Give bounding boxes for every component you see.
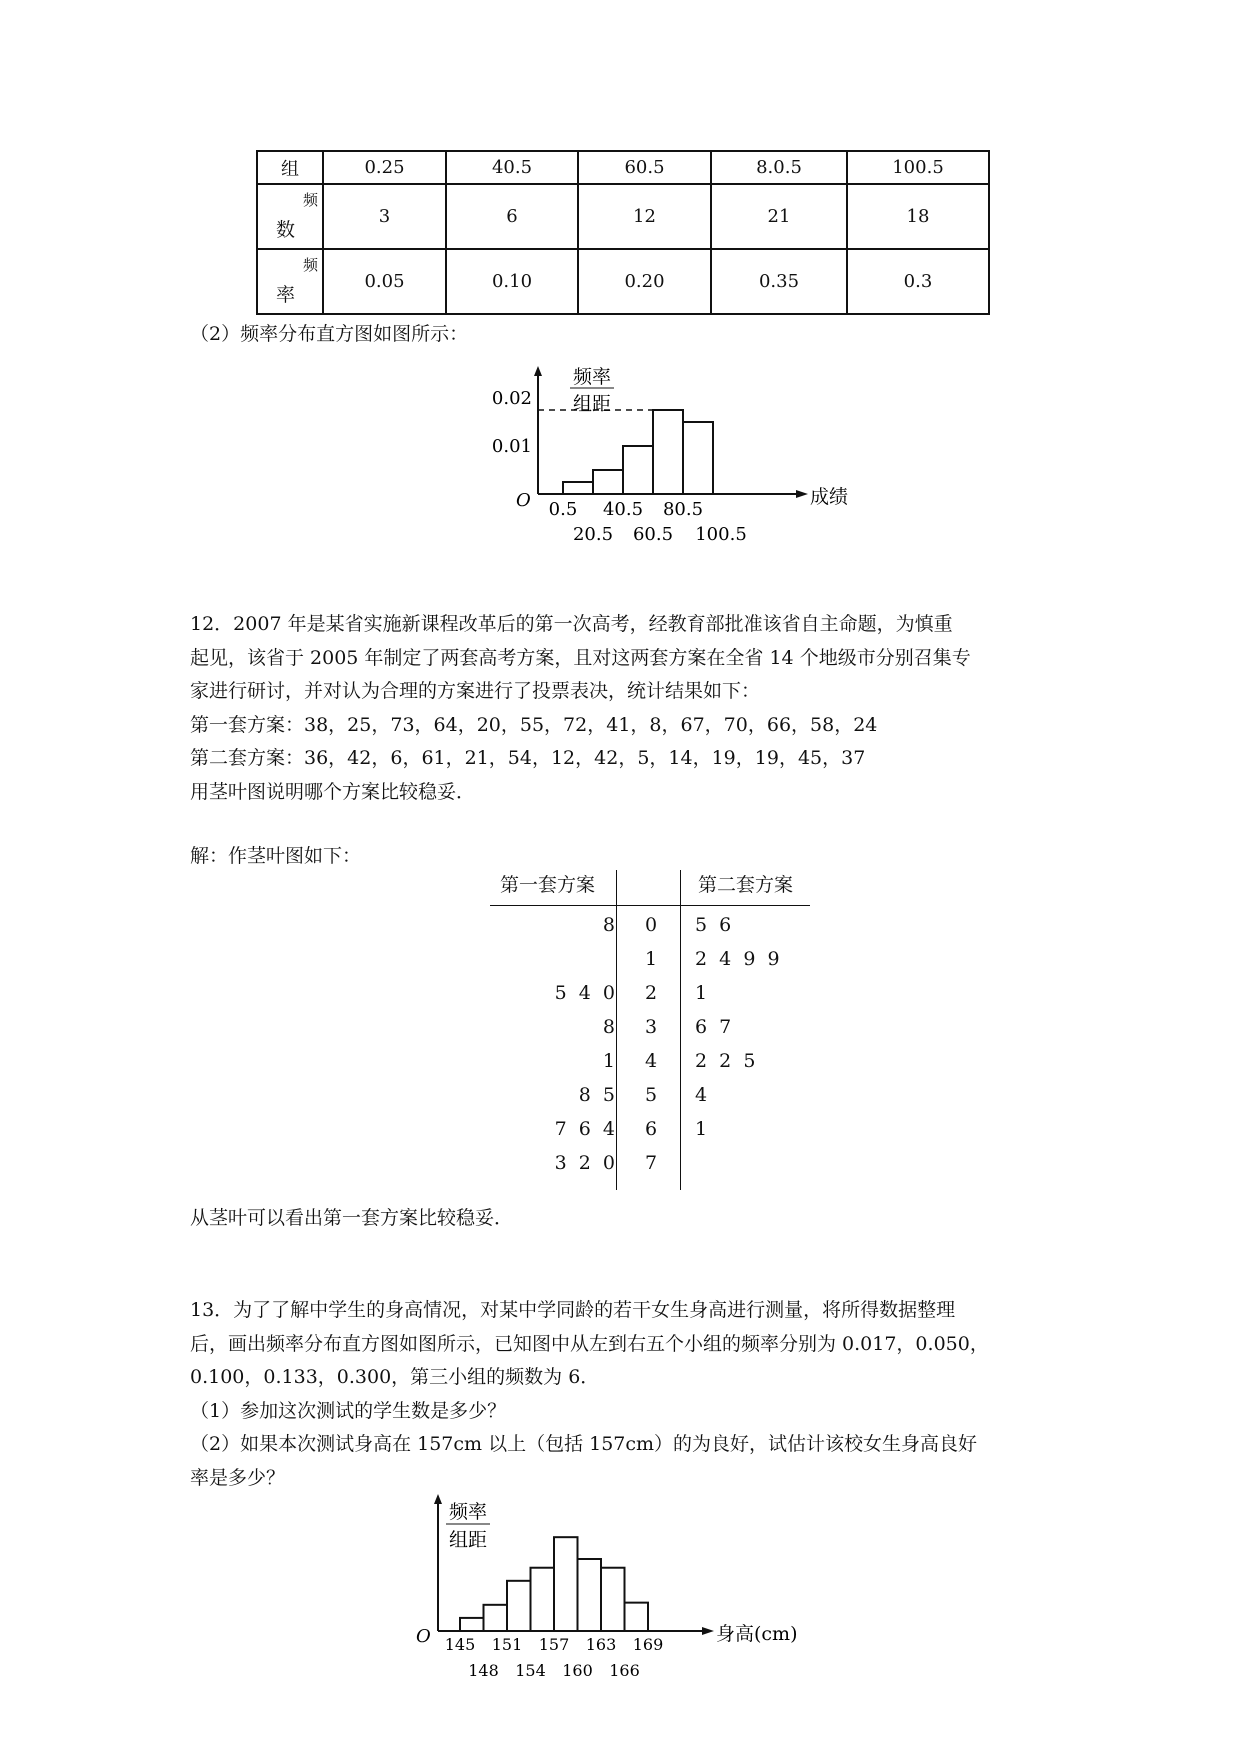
text-line: 13．为了了解中学生的身高情况，对某中学同龄的若干女生身高进行测量，将所得数据整理	[190, 1299, 956, 1321]
table-cell: 0.35	[711, 249, 847, 314]
x-tick-label: 20.5	[572, 524, 614, 545]
histogram-bar	[554, 1537, 578, 1631]
right-leaves: 1	[695, 982, 708, 1004]
frequency-table	[256, 150, 990, 315]
stem-leaf-row	[490, 982, 820, 1016]
table-header-cell: 8.0.5	[711, 151, 847, 184]
table-header-row	[257, 151, 989, 184]
x-tick-label: 160	[562, 1661, 593, 1680]
origin-label: O	[516, 490, 531, 511]
x-tick-label: 40.5	[602, 499, 644, 520]
x-label: 身高(cm)	[716, 1623, 798, 1645]
stem-value: 0	[644, 914, 658, 936]
header-rule	[490, 905, 810, 906]
y-label-top: 频率	[572, 366, 612, 388]
text-line: （1）参加这次测试的学生数是多少？	[190, 1399, 507, 1422]
table-header-cell: 100.5	[847, 151, 989, 184]
right-leaves: 1	[695, 1118, 708, 1140]
stem-leaf-row	[490, 948, 820, 982]
right-header: 第二套方案	[698, 874, 794, 896]
text-line: 率是多少？	[190, 1466, 286, 1489]
text-line: 起见，该省于 2005 年制定了两套高考方案，且对这两套方案在全省 14 个地级市分别召集专	[190, 646, 971, 669]
y-label-top: 频率	[448, 1501, 488, 1523]
stem-value: 7	[644, 1152, 658, 1174]
stem-value: 2	[644, 982, 658, 1004]
stem-leaf-row	[490, 1050, 820, 1084]
table-header-cell: 40.5	[446, 151, 578, 184]
text-line: 12．2007 年是某省实施新课程改革后的第一次高考，经教育部批准该省自主命题，为慎重	[190, 613, 953, 635]
histogram-bar	[484, 1605, 508, 1631]
question-12	[190, 608, 1060, 809]
histogram-bar	[578, 1559, 602, 1631]
bars	[460, 1537, 648, 1631]
left-leaves: 8	[602, 914, 615, 936]
stem-leaf-row	[490, 1152, 820, 1186]
table-header-cell: 0.25	[323, 151, 446, 184]
stem-value: 1	[644, 948, 658, 970]
stem-value: 6	[644, 1118, 658, 1140]
x-tick-label: 100.5	[695, 524, 747, 545]
stem-leaf-row	[490, 1016, 820, 1050]
row-label	[257, 249, 323, 314]
histogram-bar	[653, 410, 683, 494]
left-header: 第一套方案	[500, 874, 596, 896]
x-tick-label: 169	[632, 1635, 664, 1654]
origin-label: O	[416, 1626, 431, 1647]
right-leaves: 6 7	[695, 1016, 732, 1038]
row-label-char: 频	[302, 191, 318, 209]
histogram-bar	[563, 482, 593, 494]
stem-leaf-row	[490, 1084, 820, 1118]
x-tick-labels	[549, 499, 747, 545]
y-tick-label: 0.01	[491, 436, 532, 457]
x-axis-arrow	[702, 1627, 714, 1635]
table-header-cell: 60.5	[578, 151, 711, 184]
table-cell: 0.20	[578, 249, 711, 314]
x-tick-label: 163	[585, 1635, 617, 1654]
table-cell: 0.05	[323, 249, 446, 314]
right-leaves: 2 2 5	[695, 1050, 756, 1072]
table-header-cell: 组	[257, 151, 323, 184]
stem-value: 4	[644, 1050, 658, 1072]
histogram-bar	[625, 1603, 649, 1631]
text-line: 家进行研讨，并对认为合理的方案进行了投票表决，统计结果如下：	[190, 680, 761, 702]
stem-leaf-plot	[490, 870, 820, 1190]
histogram-bar	[531, 1568, 555, 1631]
x-tick-label: 80.5	[662, 499, 704, 520]
y-tick-label: 0.02	[491, 388, 532, 409]
left-leaves: 1	[602, 1050, 615, 1072]
y-axis-arrow	[434, 1494, 442, 1504]
text-line: 0.100，0.133，0.300，第三小组的频数为 6．	[190, 1366, 600, 1388]
right-leaves: 4	[695, 1084, 708, 1106]
y-axis-arrow	[534, 366, 542, 376]
text-line: 第一套方案：38，25，73，64，20，55，72，41，8，67，70，66，58，24	[190, 713, 878, 736]
histogram-bar	[623, 446, 653, 494]
question-13	[190, 1294, 1060, 1495]
y-label-bottom: 组距	[448, 1529, 488, 1551]
bars	[563, 410, 713, 494]
row-label-main: 率	[276, 284, 296, 306]
text-line: 用茎叶图说明哪个方案比较稳妥．	[190, 780, 476, 803]
table-cell: 21	[711, 184, 847, 249]
solution-intro: 解：作茎叶图如下：	[190, 845, 362, 867]
conclusion-text: 从茎叶可以看出第一套方案比较稳妥．	[190, 1207, 514, 1229]
x-axis-arrow	[796, 490, 808, 498]
right-leaves: 2 4 9 9	[695, 948, 780, 970]
table-cell: 18	[847, 184, 989, 249]
x-tick-label: 0.5	[548, 499, 578, 520]
row-label-main: 数	[276, 219, 296, 241]
histogram-bar	[460, 1618, 484, 1631]
y-label-bottom: 组距	[572, 393, 612, 415]
x-label: 成绩	[810, 486, 849, 508]
histogram-heights	[410, 1490, 830, 1690]
x-tick-labels	[445, 1635, 664, 1680]
stem-value: 5	[644, 1084, 658, 1106]
left-leaves: 8	[602, 1016, 615, 1038]
histogram-bar	[593, 470, 623, 494]
stem-leaf-row	[490, 914, 820, 948]
right-leaves: 5 6	[695, 914, 732, 936]
x-tick-label: 145	[444, 1635, 476, 1654]
histogram-scores	[480, 360, 900, 550]
table-cell: 0.10	[446, 249, 578, 314]
histogram-bar	[683, 422, 713, 494]
x-tick-label: 166	[609, 1661, 640, 1680]
stem-leaf-row	[490, 1118, 820, 1152]
x-tick-label: 60.5	[632, 524, 674, 545]
x-tick-label: 151	[491, 1635, 523, 1654]
table-cell: 0.3	[847, 249, 989, 314]
histogram-bar	[507, 1581, 531, 1631]
text-line: 第二套方案：36，42，6，61，21，54，12，42，5，14，19，19，45，37	[190, 747, 866, 769]
row-label-char: 频	[302, 256, 318, 274]
table-row-count	[257, 184, 989, 249]
x-tick-label: 148	[468, 1661, 499, 1680]
table-cell: 3	[323, 184, 446, 249]
x-tick-label: 154	[515, 1661, 546, 1680]
text-line: （2）如果本次测试身高在 157cm 以上（包括 157cm）的为良好，试估计该校女生身高良好	[190, 1433, 978, 1455]
left-leaves: 5 4 0	[554, 982, 615, 1004]
table-cell: 12	[578, 184, 711, 249]
histogram-bar	[601, 1568, 625, 1631]
row-label	[257, 184, 323, 249]
table-row-frequency	[257, 249, 989, 314]
stem-value: 3	[644, 1016, 658, 1038]
text-line: 后，画出频率分布直方图如图所示，已知图中从左到右五个小组的频率分别为 0.017，0.050，	[190, 1332, 989, 1355]
table-cell: 6	[446, 184, 578, 249]
x-tick-label: 157	[538, 1635, 570, 1654]
part2-text: （2）频率分布直方图如图所示：	[190, 323, 469, 345]
left-leaves: 7 6 4	[554, 1118, 615, 1140]
left-leaves: 8 5	[578, 1084, 615, 1106]
left-leaves: 3 2 0	[554, 1152, 615, 1174]
